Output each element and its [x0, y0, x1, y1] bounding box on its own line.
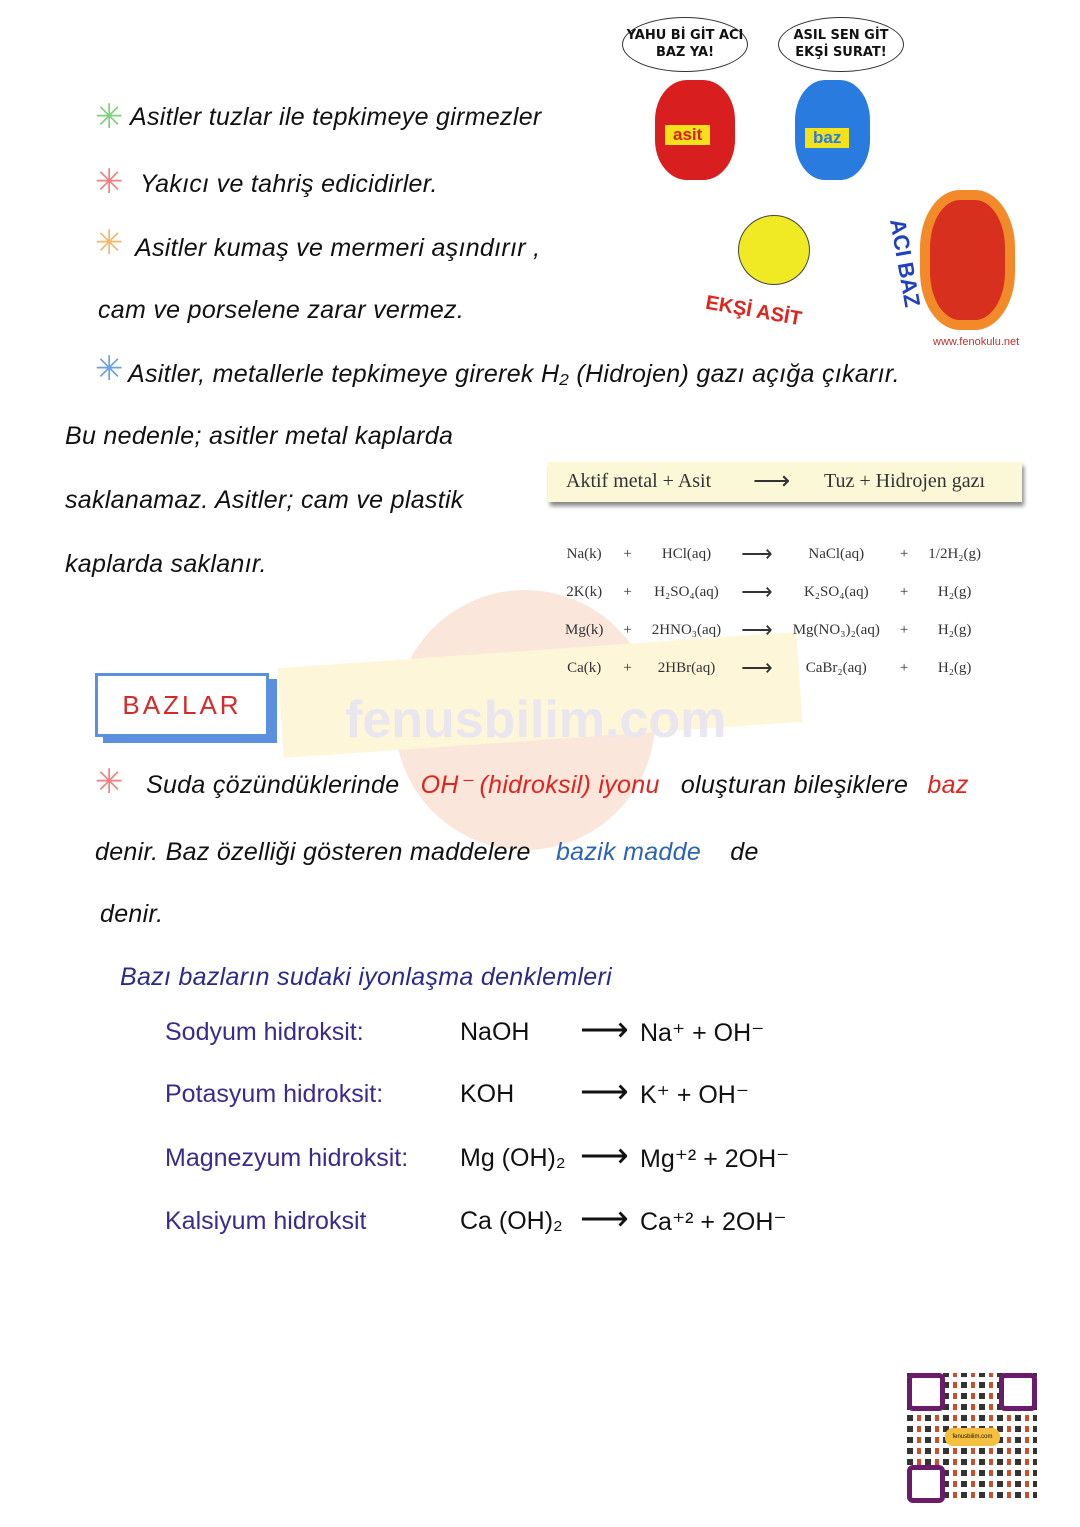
arrow-icon: ⟶: [741, 655, 773, 680]
qr-logo: fenusbilim.com: [945, 1428, 1000, 1446]
reaction-term: H₂(g): [937, 583, 972, 600]
arrow-icon: ⟶: [741, 617, 773, 642]
base-name: Potasyum hidroksit:: [165, 1080, 384, 1108]
reaction-term: 2K(k): [566, 583, 603, 600]
base-definition-2: [95, 838, 759, 867]
speech-bubble-base: ASIL SEN GİT EKŞİ SURAT!: [778, 17, 904, 72]
acid-prop-4-cont1: Bu nedenle; asitler metal kaplarda: [65, 422, 454, 450]
hydroxide-ion-text: OH⁻ (hidroksil) iyonu: [420, 771, 660, 799]
source-link: www.fenokulu.net: [933, 336, 1020, 348]
reaction-term: 2HNO₃(aq): [651, 621, 722, 638]
base-name: Kalsiyum hidroksit: [165, 1207, 367, 1235]
bitter-base-label: ACI BAZ: [885, 216, 926, 310]
reaction-term: +: [899, 621, 909, 638]
base-formula: Ca (OH)₂: [460, 1207, 563, 1235]
base-name: Magnezyum hidroksit:: [165, 1144, 409, 1172]
watermark-text: fenusbilim.com: [345, 691, 727, 749]
text: Suda çözündüklerinde: [146, 771, 400, 799]
pepper-illustration: [930, 200, 1005, 320]
formula-box: [548, 462, 1022, 502]
base-bottle-illustration: [795, 80, 870, 180]
qr-code: [907, 1373, 1037, 1503]
formula-right: Tuz + Hidrojen gazı: [824, 470, 986, 492]
text: denir. Baz özelliği gösteren maddelere: [95, 838, 531, 866]
sour-acid-label: EKŞİ ASİT: [703, 291, 804, 331]
reaction-term: 2HBr(aq): [657, 659, 716, 676]
acid-prop-4-cont2: saklanamaz. Asitler; cam ve plastik: [65, 486, 464, 514]
arrow-icon: ⟶: [580, 1137, 629, 1175]
text: oluşturan bileşiklere: [680, 771, 909, 799]
base-formula: KOH: [460, 1080, 515, 1108]
acid-label: asit: [665, 125, 710, 145]
reaction-term: +: [623, 545, 632, 562]
base-term: baz: [927, 771, 969, 799]
acid-prop-2: Yakıcı ve tahriş edicidirler.: [140, 170, 438, 198]
arrow-icon: ⟶: [753, 466, 791, 495]
ion-products: Na⁺ + OH⁻: [640, 1019, 765, 1047]
base-name: Sodyum hidroksit:: [165, 1018, 364, 1046]
asterisk-icon: ✳: [95, 97, 124, 137]
acid-prop-1: Asitler tuzlar ile tepkimeye girmezler: [130, 103, 542, 131]
lemon-illustration: [738, 215, 810, 285]
arrow-icon: ⟶: [580, 1200, 629, 1238]
base-formula: Mg (OH)₂: [460, 1144, 566, 1172]
reaction-term: HCl(aq): [661, 545, 712, 562]
acid-prop-3-cont: cam ve porselene zarar vermez.: [98, 296, 465, 324]
formula-left: Aktif metal + Asit: [566, 470, 712, 492]
reaction-term: H₂(g): [937, 659, 972, 676]
reaction-term: +: [623, 659, 632, 676]
reaction-term: Mg(k): [565, 621, 604, 638]
arrow-icon: ⟶: [580, 1011, 629, 1049]
acid-prop-4-cont3: kaplarda saklanır.: [65, 550, 267, 578]
section-title: BAZLAR: [122, 690, 242, 720]
asterisk-icon: ✳: [95, 223, 124, 263]
reaction-term: +: [623, 621, 632, 638]
reaction-row: [555, 649, 991, 687]
reaction-term: K₂SO₄(aq): [803, 583, 869, 600]
arrow-icon: ⟶: [580, 1073, 629, 1111]
base-formula: NaOH: [460, 1018, 530, 1046]
ion-products: Mg⁺² + 2OH⁻: [640, 1145, 790, 1173]
equations-heading: Bazı bazların sudaki iyonlaşma denklemleri: [120, 963, 612, 991]
arrow-icon: ⟶: [741, 541, 773, 566]
ion-products: K⁺ + OH⁻: [640, 1081, 750, 1109]
reaction-term: 1/2H₂(g): [928, 545, 982, 562]
base-definition-3: denir.: [100, 900, 164, 928]
acid-prop-4: Asitler, metallerle tepkimeye girerek H₂ (Hidrojen) gazı açığa çıkarır.: [128, 360, 900, 388]
acid-prop-3: Asitler kumaş ve mermeri aşındırır ,: [135, 234, 541, 262]
reaction-term: H₂(g): [937, 621, 972, 638]
reaction-term: +: [899, 583, 909, 600]
reaction-term: H₂SO₄(aq): [654, 583, 719, 600]
reaction-row: [555, 573, 991, 611]
reaction-term: +: [899, 659, 909, 676]
text: de: [730, 838, 759, 866]
speech-bubble-acid: YAHU Bİ GİT ACI BAZ YA!: [622, 17, 748, 72]
reaction-term: Na(k): [566, 545, 602, 562]
reaction-row: [555, 535, 991, 573]
asterisk-icon: ✳: [95, 349, 124, 389]
acid-bottle-illustration: [655, 80, 735, 180]
reaction-term: Mg(NO₃)₂(aq): [792, 621, 880, 638]
ion-products: Ca⁺² + 2OH⁻: [640, 1208, 787, 1236]
asterisk-icon: ✳: [95, 762, 124, 802]
basic-substance-term: bazik madde: [555, 838, 702, 866]
arrow-icon: ⟶: [741, 579, 773, 604]
reaction-term: NaCl(aq): [808, 545, 865, 562]
reaction-row: [555, 611, 991, 649]
asterisk-icon: ✳: [95, 162, 124, 202]
reaction-term: Ca(k): [567, 659, 602, 676]
base-label: baz: [805, 128, 849, 148]
reaction-term: +: [623, 583, 632, 600]
reaction-term: CaBr₂(aq): [805, 659, 867, 676]
section-title-box: [95, 673, 269, 737]
reaction-table: [555, 535, 991, 687]
reaction-term: +: [899, 545, 909, 562]
base-definition-1: [146, 770, 969, 800]
